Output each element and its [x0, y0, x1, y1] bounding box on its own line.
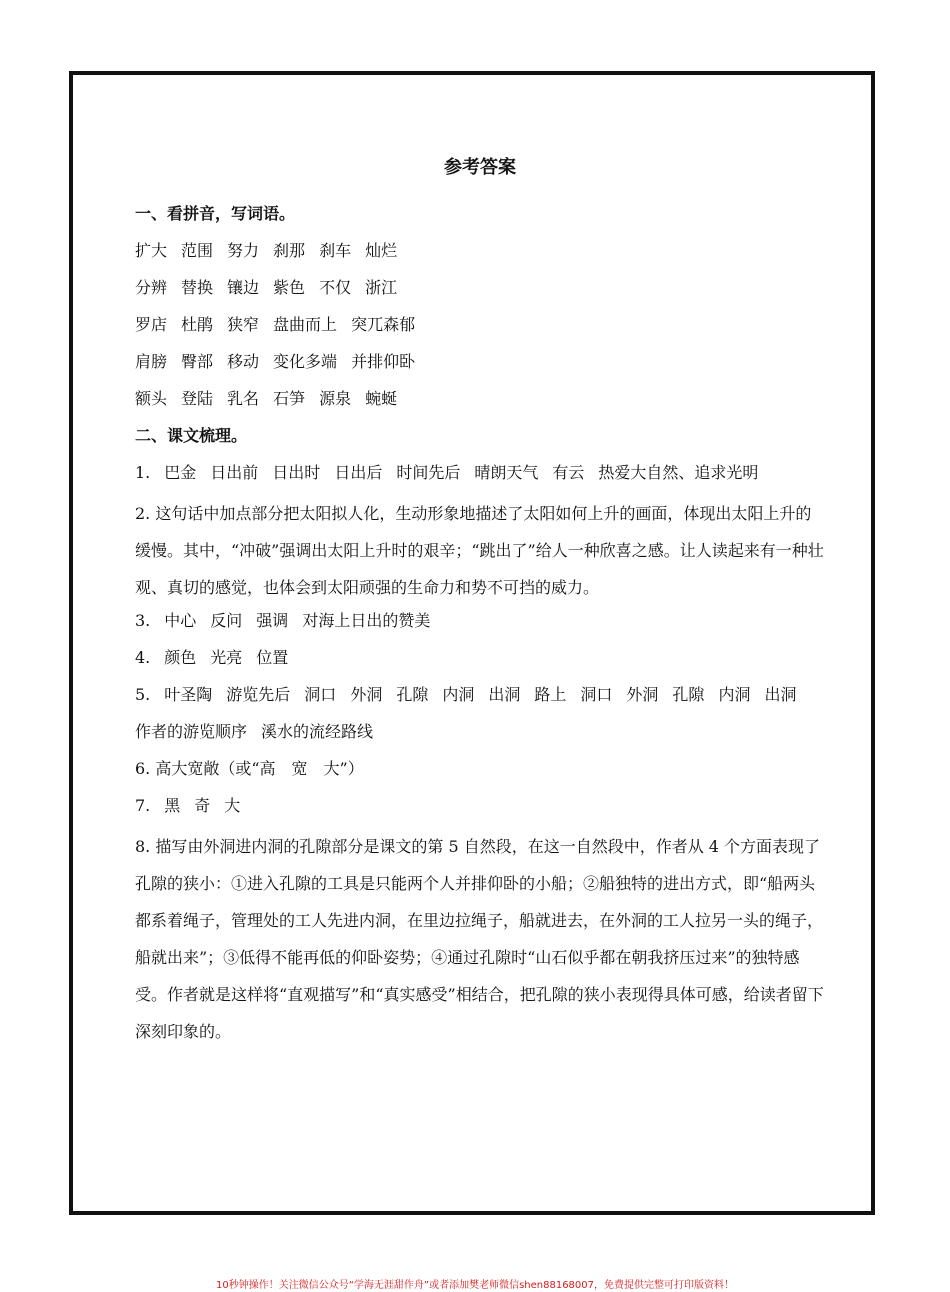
word: 刹车 — [319, 241, 352, 260]
answer-term: 游览先后 — [226, 685, 291, 704]
answer-term: 孔隙 — [396, 685, 429, 704]
section-2-heading: 二、课文梳理。 — [135, 426, 248, 445]
answer-content — [135, 155, 825, 1050]
page-frame — [69, 71, 875, 1215]
word-row — [135, 347, 825, 384]
item-number: 1. — [135, 463, 151, 482]
section-1-heading: 一、看拼音，写词语。 — [135, 204, 296, 223]
word: 石笋 — [273, 389, 306, 408]
answer-term: 内洞 — [718, 685, 751, 704]
item-5-continued — [135, 717, 825, 754]
answer-term: 时间先后 — [396, 463, 461, 482]
word-row — [135, 273, 825, 310]
answer-term: 大 — [224, 796, 241, 815]
word: 罗店 — [135, 315, 168, 334]
word: 突兀森郁 — [351, 315, 416, 334]
answer-term: 晴朗天气 — [474, 463, 539, 482]
answer-term: 内洞 — [442, 685, 475, 704]
answer-term: 强调 — [256, 611, 289, 630]
word: 变化多端 — [273, 352, 338, 371]
word: 蜿蜒 — [365, 389, 398, 408]
answer-term: 日出后 — [334, 463, 383, 482]
word: 刹那 — [273, 241, 306, 260]
item-3 — [135, 606, 825, 643]
answer-term: 外洞 — [626, 685, 659, 704]
word: 移动 — [227, 352, 260, 371]
answer-term: 对海上日出的赞美 — [302, 611, 431, 630]
word: 努力 — [227, 241, 260, 260]
answer-term: 黑 — [164, 796, 181, 815]
word: 不仅 — [319, 278, 352, 297]
word: 替换 — [181, 278, 214, 297]
item-4 — [135, 643, 825, 680]
word: 登陆 — [181, 389, 214, 408]
answer-term: 路上 — [534, 685, 567, 704]
word: 紫色 — [273, 278, 306, 297]
answer-term: 颜色 — [164, 648, 197, 667]
word: 浙江 — [365, 278, 398, 297]
word-row — [135, 384, 825, 421]
word: 扩大 — [135, 241, 168, 260]
word: 盘曲而上 — [273, 315, 338, 334]
word: 臀部 — [181, 352, 214, 371]
word: 杜鹃 — [181, 315, 214, 334]
answer-term: 奇 — [194, 796, 211, 815]
item-5 — [135, 680, 825, 717]
item-1 — [135, 458, 825, 495]
answer-term: 位置 — [256, 648, 289, 667]
word: 范围 — [181, 241, 214, 260]
item-number: 7. — [135, 796, 151, 815]
item-number: 5. — [135, 685, 151, 704]
answer-term: 外洞 — [350, 685, 383, 704]
section-1-word-rows — [135, 236, 825, 421]
answer-term: 出洞 — [764, 685, 797, 704]
answer-term: 作者的游览顺序 — [135, 722, 248, 741]
word: 并排仰卧 — [351, 352, 416, 371]
answer-term: 中心 — [164, 611, 197, 630]
answer-term: 巴金 — [164, 463, 197, 482]
answer-term: 孔隙 — [672, 685, 705, 704]
word: 源泉 — [319, 389, 352, 408]
answer-term: 洞口 — [580, 685, 613, 704]
item-number: 3. — [135, 611, 151, 630]
answer-term: 溪水的流经路线 — [261, 722, 374, 741]
footer-promo-text: 10秒钟操作！关注微信公众号“学海无涯甜作舟”或者添加樊老师微信shen88168007，免费提供完整可打印版资料！ — [215, 1280, 735, 1291]
page-title: 参考答案 — [444, 157, 516, 178]
item-6: 6. 高大宽敞（或“高 宽 大”） — [135, 759, 364, 778]
answer-term: 洞口 — [304, 685, 337, 704]
item-number: 4. — [135, 648, 151, 667]
item-7 — [135, 791, 825, 828]
answer-term: 光亮 — [210, 648, 243, 667]
item-2: 2. 这句话中加点部分把太阳拟人化，生动形象地描述了太阳如何上升的画面，体现出太阳上升的缓慢。其中，“冲破”强调出太阳上升时的艰辛；“跳出了”给人一种欣喜之感。让人读起来有一种壮观、真切的感觉，也体会到太阳顽强的生命力和势不可挡的威力。 — [135, 504, 824, 597]
answer-term: 热爱大自然、追求光明 — [598, 463, 759, 482]
word: 镶边 — [227, 278, 260, 297]
answer-term: 有云 — [552, 463, 585, 482]
answer-term: 日出前 — [210, 463, 259, 482]
answer-term: 出洞 — [488, 685, 521, 704]
word: 额头 — [135, 389, 168, 408]
word: 分辨 — [135, 278, 168, 297]
word: 狭窄 — [227, 315, 260, 334]
answer-term: 叶圣陶 — [164, 685, 213, 704]
word-row — [135, 310, 825, 347]
answer-term: 日出时 — [272, 463, 321, 482]
word-row — [135, 236, 825, 273]
word: 乳名 — [227, 389, 260, 408]
answer-term: 反问 — [210, 611, 243, 630]
word: 灿烂 — [365, 241, 398, 260]
word: 肩膀 — [135, 352, 168, 371]
item-8: 8. 描写由外洞进内洞的孔隙部分是课文的第 5 自然段，在这一自然段中，作者从 4 个方面表现了孔隙的狭小：①进入孔隙的工具是只能两个人并排仰卧的小船；②船独特的进出方式，即“船两头都系着绳子，管理处的工人先进内洞，在里边拉绳子，船就进去，在外洞的工人拉另一头的绳子，船就出来”；③低得不能再低的仰卧姿势；④通过孔隙时“山石似乎都在朝我挤压过来”的独特感受。作者就是这样将“直观描写”和“真实感受”相结合，把孔隙的狭小表现得具体可感，给读者留下深刻印象的。 — [135, 837, 824, 1041]
